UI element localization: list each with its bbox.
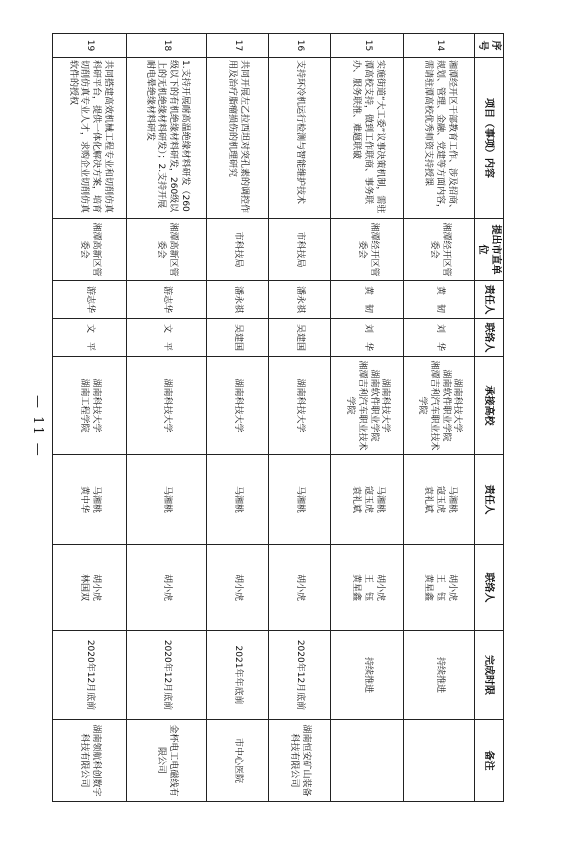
table-row xyxy=(53,34,127,802)
responsible-person: 潘永祺 xyxy=(269,281,331,319)
item-content: 共同搭建高效机械工程专业和切削仿真科研平台，提供一体化解决方案，培育切削仿真专业人才，求购企业切削仿真软件的授权 xyxy=(53,58,127,219)
responsible-person: 潘永祺 xyxy=(207,281,269,319)
remark: 市中心医院 xyxy=(207,720,269,802)
undertaking-school: 湖南科技大学 湖南工程学院 xyxy=(53,357,127,455)
school-contact: 胡小虎 王 钰 黄星鑫 xyxy=(404,545,475,631)
school-contact: 胡小虎 王 钰 黄星鑫 xyxy=(331,545,404,631)
header-cell: 完成时限 xyxy=(475,631,504,720)
contact-person: 刘 华 xyxy=(404,319,475,357)
header-cell: 联络人 xyxy=(475,319,504,357)
item-content: 实施街道“大工委”议事决策机制，需驻潭高校支持，做到工作联商、事务联办、服务联推、难题联破 xyxy=(331,58,404,219)
responsible-person: 黄 韧 xyxy=(404,281,475,319)
school-responsible: 马湘桃 xyxy=(207,455,269,545)
item-content: 湘潭经开区干部教育工作、涉及招商、规划、管理、金融、党建等方面内容，需请驻潭高校优秀师资支持授课 xyxy=(404,58,475,219)
contact-person: 吴建国 xyxy=(269,319,331,357)
remark: 金杯电工电磁线有限公司 xyxy=(127,720,207,802)
row-number: 17 xyxy=(207,34,269,58)
responsible-person: 黄 韧 xyxy=(331,281,404,319)
table-header-row xyxy=(475,34,504,802)
remark xyxy=(404,720,475,802)
table-row xyxy=(269,34,331,802)
header-cell: 联络人 xyxy=(475,545,504,631)
proposing-unit: 湘潭经开区管委会 xyxy=(404,219,475,281)
deadline: 2020年12月底前 xyxy=(269,631,331,720)
header-cell: 序号 xyxy=(475,34,504,58)
header-cell: 提出市直单位 xyxy=(475,219,504,281)
undertaking-school: 湖南科技大学 xyxy=(127,357,207,455)
school-responsible: 马湘桃 寇玉虎 袁礼斌 xyxy=(331,455,404,545)
header-cell: 承接高校 xyxy=(475,357,504,455)
header-cell: 责任人 xyxy=(475,455,504,545)
row-number: 18 xyxy=(127,34,207,58)
deadline: 持续推进 xyxy=(404,631,475,720)
contact-person: 文 平 xyxy=(53,319,127,357)
table-row xyxy=(207,34,269,802)
row-number: 14 xyxy=(404,34,475,58)
task-table xyxy=(52,33,504,802)
deadline: 2021年年底前 xyxy=(207,631,269,720)
school-contact: 胡小虎 xyxy=(269,545,331,631)
row-number: 19 xyxy=(53,34,127,58)
proposing-unit: 市科技局 xyxy=(207,219,269,281)
undertaking-school: 湖南科技大学 湖南软件职业学院 湘潭吉利汽车职业技术学院 xyxy=(404,357,475,455)
proposing-unit: 湘潭高新区管委会 xyxy=(127,219,207,281)
header-cell: 责任人 xyxy=(475,281,504,319)
item-content: 共同开展左乙拉西坦对突孔素的调控作用及治疗脂瘤损伤的机理研究 xyxy=(207,58,269,219)
table-row xyxy=(404,34,475,802)
undertaking-school: 湖南科技大学 xyxy=(207,357,269,455)
table-row xyxy=(331,34,404,802)
remark xyxy=(331,720,404,802)
header-cell: 备注 xyxy=(475,720,504,802)
item-content: 支持环冷机运行检测与智能维护技术 xyxy=(269,58,331,219)
responsible-person: 游志华 xyxy=(127,281,207,319)
school-contact: 胡小虎 xyxy=(207,545,269,631)
school-responsible: 马湘桃 xyxy=(269,455,331,545)
school-responsible: 马湘桃 黄中华 xyxy=(53,455,127,545)
item-content: 1.支持开展耐高温绝缘材料研发（260级以下的有机绝缘材料研发，260级以上的无机绝缘材料研发）；2.支持开展耐电晕绝缘材料研发 xyxy=(127,58,207,219)
school-contact: 胡小虎 林国双 xyxy=(53,545,127,631)
deadline: 2020年12月底前 xyxy=(127,631,207,720)
remark: 湖南恒安矿山装备科技有限公司 xyxy=(269,720,331,802)
school-contact: 胡小虎 xyxy=(127,545,207,631)
proposing-unit: 湘潭高新区管委会 xyxy=(53,219,127,281)
deadline: 持续推进 xyxy=(331,631,404,720)
responsible-person: 游志华 xyxy=(53,281,127,319)
proposing-unit: 湘潭经开区管委会 xyxy=(331,219,404,281)
row-number: 15 xyxy=(331,34,404,58)
proposing-unit: 市科技局 xyxy=(269,219,331,281)
row-number: 16 xyxy=(269,34,331,58)
undertaking-school: 湖南科技大学 湖南软件职业学院 湘潭吉利汽车职业技术学院 xyxy=(331,357,404,455)
contact-person: 吴建国 xyxy=(207,319,269,357)
contact-person: 刘 华 xyxy=(331,319,404,357)
school-responsible: 马湘桃 寇玉虎 袁礼斌 xyxy=(404,455,475,545)
header-cell: 项目（事项）内容 xyxy=(475,58,504,219)
undertaking-school: 湖南科技大学 xyxy=(269,357,331,455)
table-row xyxy=(127,34,207,802)
school-responsible: 马湘桃 xyxy=(127,455,207,545)
contact-person: 文 平 xyxy=(127,319,207,357)
deadline: 2020年12月底前 xyxy=(53,631,127,720)
page-number: — 11 — xyxy=(30,395,45,458)
remark: 湖南领航科创数字科技有限公司 xyxy=(53,720,127,802)
